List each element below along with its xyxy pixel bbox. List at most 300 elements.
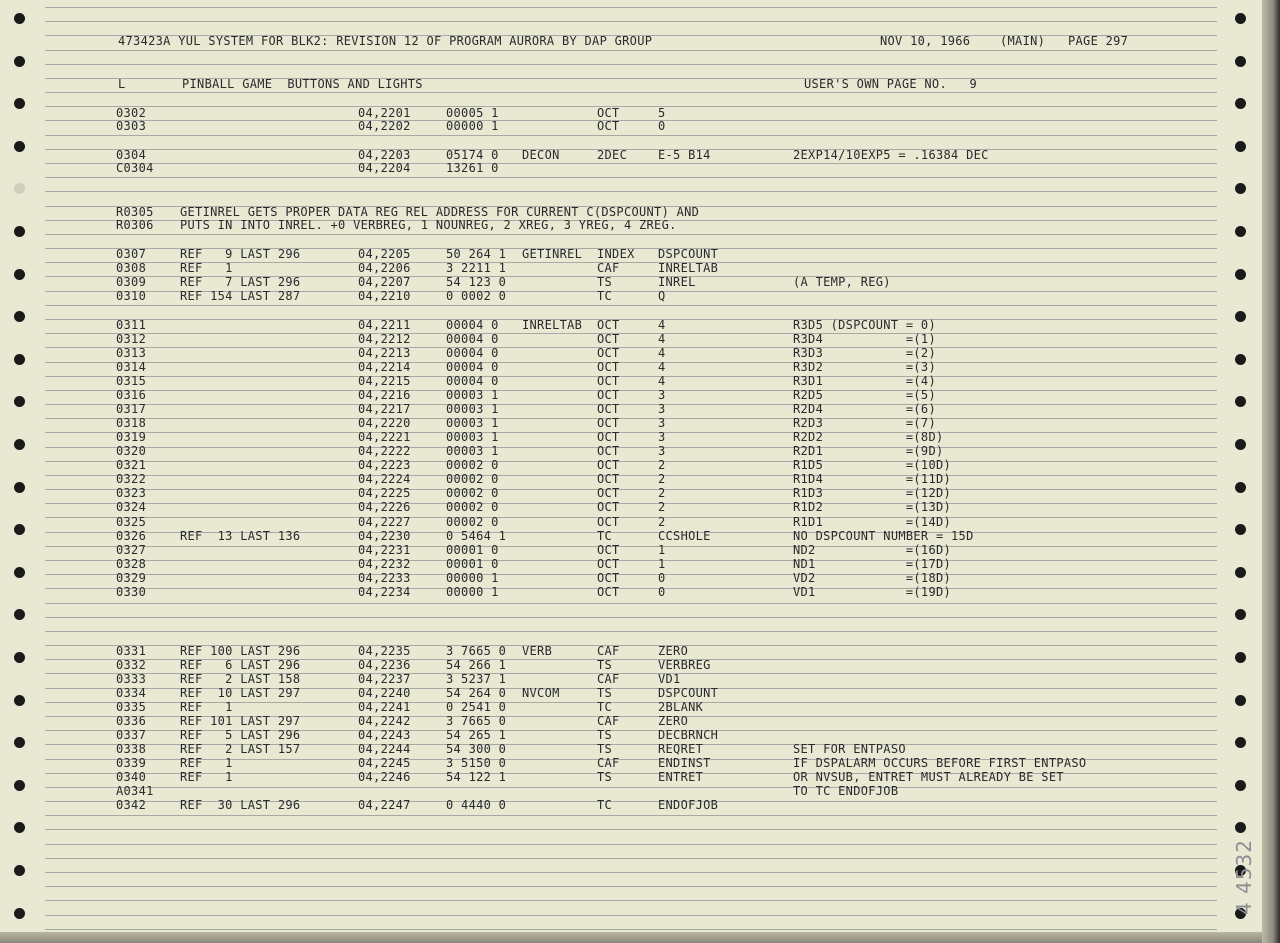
line-number: 0333 [116,672,147,686]
feed-hole [1235,98,1246,109]
feed-hole [1235,609,1246,620]
line-number: 0329 [116,571,147,585]
line-number: 0324 [116,500,147,514]
opcode: OCT [597,388,620,402]
octal-word: 3 5237 1 [446,672,507,686]
octal-word: 00001 0 [446,543,499,557]
line-number: 0303 [116,119,147,133]
address-field: 04,2227 [358,515,411,529]
ruled-line [45,418,1217,419]
feed-hole [14,354,25,365]
line-number: 0310 [116,289,147,303]
address-field: 04,2233 [358,571,411,585]
feed-hole [14,737,25,748]
operand: 0 [658,571,666,585]
opcode: OCT [597,374,620,388]
address-field: 04,2213 [358,346,411,360]
octal-word: 00004 0 [446,332,499,346]
feed-hole [1235,269,1246,280]
reference-field: REF 1 [180,261,233,275]
line-number: 0334 [116,686,147,700]
operand: Q [658,289,666,303]
operand: REQRET [658,742,704,756]
comment: R1D1 =(14D) [793,515,952,529]
feed-hole [14,226,25,237]
ruled-line [45,106,1217,107]
line-number: 0327 [116,543,147,557]
ruled-line [45,7,1217,8]
subheader-letter: L [118,77,126,91]
symbol-label: INRELTAB [522,318,583,332]
address-field: 04,2212 [358,332,411,346]
operand: 3 [658,444,666,458]
operand: DSPCOUNT [658,686,719,700]
ruled-line [45,489,1217,490]
reference-field: REF 9 LAST 296 [180,247,301,261]
octal-word: 00000 1 [446,571,499,585]
ruled-line [45,305,1217,306]
reference-field: REF 1 [180,770,233,784]
ruled-line [45,461,1217,462]
comment: NO DSPCOUNT NUMBER = 15D [793,529,974,543]
ruled-line [45,603,1217,604]
header-mode: (MAIN) [1000,34,1046,48]
octal-word: 0 0002 0 [446,289,507,303]
address-field: 04,2225 [358,486,411,500]
operand: ZERO [658,714,689,728]
feed-hole [1235,396,1246,407]
address-field: 04,2230 [358,529,411,543]
operand: 3 [658,430,666,444]
line-number: 0332 [116,658,147,672]
feed-hole [14,822,25,833]
line-number: 0337 [116,728,147,742]
line-number: A0341 [116,784,154,798]
comment: R1D3 =(12D) [793,486,952,500]
octal-word: 00004 0 [446,346,499,360]
octal-word: 00002 0 [446,486,499,500]
operand: 4 [658,332,666,346]
address-field: 04,2224 [358,472,411,486]
address-field: 04,2202 [358,119,411,133]
opcode: OCT [597,332,620,346]
section-title: PINBALL GAME BUTTONS AND LIGHTS [182,77,423,91]
ruled-line [45,475,1217,476]
opcode: TC [597,529,613,543]
ruled-line [45,588,1217,589]
feed-hole [1235,695,1246,706]
address-field: 04,2207 [358,275,411,289]
feed-hole [14,13,25,24]
operand: 5 [658,106,666,120]
octal-word: 50 264 1 [446,247,507,261]
page-edge-bottom [0,932,1262,943]
address-field: 04,2242 [358,714,411,728]
operand: 4 [658,374,666,388]
operand: INREL [658,275,696,289]
ruled-line [45,546,1217,547]
comment: R2D1 =(9D) [793,444,944,458]
comment: R1D5 =(10D) [793,458,952,472]
comment: R3D3 =(2) [793,346,936,360]
ruled-line [45,432,1217,433]
address-field: 04,2215 [358,374,411,388]
line-number: 0317 [116,402,147,416]
ruled-line [45,915,1217,916]
address-field: 04,2201 [358,106,411,120]
address-field: 04,2236 [358,658,411,672]
operand: ZERO [658,644,689,658]
ruled-line [45,617,1217,618]
ruled-line [45,135,1217,136]
operand: 3 [658,402,666,416]
user-page-number: USER'S OWN PAGE NO. 9 [804,77,978,91]
comment: R2D5 =(5) [793,388,936,402]
address-field: 04,2204 [358,161,411,175]
address-field: 04,2221 [358,430,411,444]
reference-field: REF 2 LAST 158 [180,672,301,686]
comment: 2EXP14/10EXP5 = .16384 DEC [793,148,989,162]
ruled-line [45,177,1217,178]
address-field: 04,2234 [358,585,411,599]
feed-hole [14,439,25,450]
octal-word: 3 2211 1 [446,261,507,275]
comment: VD1 =(19D) [793,585,952,599]
comment: R2D3 =(7) [793,416,936,430]
octal-word: 00003 1 [446,388,499,402]
reference-field: REF 13 LAST 136 [180,529,301,543]
octal-word: 00004 0 [446,374,499,388]
ruled-line [45,447,1217,448]
line-number: 0311 [116,318,147,332]
operand: 0 [658,585,666,599]
address-field: 04,2211 [358,318,411,332]
comment: ND1 =(17D) [793,557,952,571]
feed-hole [1235,567,1246,578]
feed-hole [14,396,25,407]
opcode: OCT [597,571,620,585]
octal-word: 00003 1 [446,402,499,416]
address-field: 04,2245 [358,756,411,770]
ruled-line [45,929,1217,930]
octal-word: 0 2541 0 [446,700,507,714]
opcode: TS [597,658,613,672]
line-number: 0312 [116,332,147,346]
ruled-line [45,886,1217,887]
comment: TO TC ENDOFJOB [793,784,899,798]
address-field: 04,2210 [358,289,411,303]
ruled-line [45,631,1217,632]
ruled-line [45,560,1217,561]
feed-hole [1235,439,1246,450]
octal-word: 54 123 0 [446,275,507,289]
address-field: 04,2244 [358,742,411,756]
ruled-line [45,347,1217,348]
ruled-line [45,517,1217,518]
feed-hole [1235,226,1246,237]
operand: 4 [658,346,666,360]
stamp-number: 4 4532 [1231,839,1256,915]
octal-word: 54 266 1 [446,658,507,672]
ruled-line [45,191,1217,192]
operand: ENDOFJOB [658,798,719,812]
feed-hole [14,524,25,535]
feed-hole [1235,652,1246,663]
octal-word: 00002 0 [446,472,499,486]
page-stamp [1231,835,1256,915]
operand: 1 [658,543,666,557]
feed-hole [14,98,25,109]
address-field: 04,2206 [358,261,411,275]
octal-word: 00002 0 [446,458,499,472]
opcode: TS [597,742,613,756]
operand: 2 [658,472,666,486]
address-field: 04,2220 [358,416,411,430]
opcode: TS [597,686,613,700]
line-number: 0328 [116,557,147,571]
address-field: 04,2203 [358,148,411,162]
comment: IF DSPALARM OCCURS BEFORE FIRST ENTPASO [793,756,1087,770]
line-number: 0316 [116,388,147,402]
operand: 2BLANK [658,700,704,714]
address-field: 04,2241 [358,700,411,714]
operand: 3 [658,388,666,402]
reference-field: REF 30 LAST 296 [180,798,301,812]
octal-word: 05174 0 [446,148,499,162]
feed-hole [1235,737,1246,748]
operand: CCSHOLE [658,529,711,543]
octal-word: 54 122 1 [446,770,507,784]
comment: (A TEMP, REG) [793,275,891,289]
ruled-line [45,858,1217,859]
ruled-line [45,376,1217,377]
feed-hole [1235,482,1246,493]
opcode: OCT [597,472,620,486]
remark-text: GETINREL GETS PROPER DATA REG REL ADDRESS FOR CURRENT C(DSPCOUNT) AND [180,205,700,219]
line-number: 0339 [116,756,147,770]
opcode: OCT [597,585,620,599]
comment: R3D5 (DSPCOUNT = 0) [793,318,936,332]
operand: ENDINST [658,756,711,770]
opcode: OCT [597,402,620,416]
ruled-lines [45,0,1217,932]
comment: SET FOR ENTPASO [793,742,906,756]
opcode: OCT [597,106,620,120]
octal-word: 3 7665 0 [446,644,507,658]
feed-hole [1235,13,1246,24]
reference-field: REF 1 [180,700,233,714]
opcode: OCT [597,444,620,458]
feed-hole [1235,141,1246,152]
ruled-line [45,92,1217,93]
opcode: OCT [597,557,620,571]
opcode: OCT [597,543,620,557]
feed-hole [14,183,25,194]
opcode: CAF [597,672,620,686]
ruled-line [45,787,1217,788]
operand: 2 [658,515,666,529]
comment: VD2 =(18D) [793,571,952,585]
address-field: 04,2235 [358,644,411,658]
ruled-line [45,844,1217,845]
operand: E-5 B14 [658,148,711,162]
ruled-line [45,574,1217,575]
address-field: 04,2217 [358,402,411,416]
operand: VERBREG [658,658,711,672]
feed-hole [14,311,25,322]
reference-field: REF 2 LAST 157 [180,742,301,756]
feed-hole [14,908,25,919]
symbol-label: NVCOM [522,686,560,700]
address-field: 04,2243 [358,728,411,742]
line-number: C0304 [116,161,154,175]
opcode: OCT [597,500,620,514]
line-number: 0323 [116,486,147,500]
feed-hole [14,269,25,280]
ruled-line [45,50,1217,51]
comment: R1D2 =(13D) [793,500,952,514]
ruled-line [45,503,1217,504]
line-number: 0325 [116,515,147,529]
opcode: CAF [597,714,620,728]
address-field: 04,2240 [358,686,411,700]
header-date: NOV 10, 1966 [880,34,971,48]
opcode: TC [597,289,613,303]
feed-hole [1235,354,1246,365]
operand: 3 [658,416,666,430]
header-title: 473423A YUL SYSTEM FOR BLK2: REVISION 12 OF PROGRAM AURORA BY DAP GROUP [118,34,653,48]
comment: R2D2 =(8D) [793,430,944,444]
octal-word: 00004 0 [446,318,499,332]
feed-hole [14,56,25,67]
ruled-line [45,234,1217,235]
line-number: 0336 [116,714,147,728]
reference-field: REF 5 LAST 296 [180,728,301,742]
ruled-line [45,872,1217,873]
operand: 4 [658,318,666,332]
line-number: 0331 [116,644,147,658]
ruled-line [45,900,1217,901]
octal-word: 00002 0 [446,515,499,529]
opcode: OCT [597,416,620,430]
line-number: 0304 [116,148,147,162]
octal-word: 13261 0 [446,161,499,175]
address-field: 04,2237 [358,672,411,686]
ruled-line [45,829,1217,830]
line-number: 0342 [116,798,147,812]
feed-hole [1235,780,1246,791]
opcode: TS [597,770,613,784]
reference-field: REF 6 LAST 296 [180,658,301,672]
reference-field: REF 7 LAST 296 [180,275,301,289]
octal-word: 54 300 0 [446,742,507,756]
symbol-label: VERB [522,644,553,658]
line-number: 0314 [116,360,147,374]
remark-text: PUTS IN INTO INREL. +0 VERBREG, 1 NOUNREG, 2 XREG, 3 YREG, 4 ZREG. [180,218,677,232]
feed-hole [1235,311,1246,322]
reference-field: REF 101 LAST 297 [180,714,301,728]
line-number: 0315 [116,374,147,388]
feed-hole [1235,822,1246,833]
address-field: 04,2205 [358,247,411,261]
octal-word: 3 7665 0 [446,714,507,728]
ruled-line [45,362,1217,363]
opcode: 2DEC [597,148,628,162]
opcode: TC [597,798,613,812]
octal-word: 00003 1 [446,416,499,430]
octal-word: 54 264 0 [446,686,507,700]
feed-hole [14,652,25,663]
octal-word: 00003 1 [446,430,499,444]
operand: 2 [658,500,666,514]
line-number: 0330 [116,585,147,599]
feed-hole [1235,56,1246,67]
reference-field: REF 10 LAST 297 [180,686,301,700]
feed-hole [1235,524,1246,535]
feed-hole [14,865,25,876]
comment: R2D4 =(6) [793,402,936,416]
octal-word: 00004 0 [446,360,499,374]
operand: DSPCOUNT [658,247,719,261]
operand: VD1 [658,672,681,686]
opcode: INDEX [597,247,635,261]
comment: OR NVSUB, ENTRET MUST ALREADY BE SET [793,770,1064,784]
address-field: 04,2246 [358,770,411,784]
operand: 4 [658,360,666,374]
line-number: 0322 [116,472,147,486]
feed-hole [14,141,25,152]
operand: ENTRET [658,770,704,784]
operand: 2 [658,486,666,500]
feed-hole [14,695,25,706]
line-number: 0326 [116,529,147,543]
feed-hole [14,567,25,578]
feed-hole [1235,183,1246,194]
reference-field: REF 100 LAST 296 [180,644,301,658]
symbol-label: GETINREL [522,247,583,261]
line-number: 0318 [116,416,147,430]
octal-word: 0 4440 0 [446,798,507,812]
ruled-line [45,333,1217,334]
comment: ND2 =(16D) [793,543,952,557]
page-edge [1262,0,1280,943]
opcode: OCT [597,119,620,133]
line-number: 0307 [116,247,147,261]
opcode: OCT [597,346,620,360]
reference-field: REF 1 [180,756,233,770]
ruled-line [45,319,1217,320]
octal-word: 00003 1 [446,444,499,458]
octal-word: 00000 1 [446,119,499,133]
symbol-label: DECON [522,148,560,162]
opcode: TC [597,700,613,714]
octal-word: 3 5150 0 [446,756,507,770]
opcode: OCT [597,360,620,374]
opcode: TS [597,275,613,289]
ruled-line [45,21,1217,22]
address-field: 04,2214 [358,360,411,374]
octal-word: 0 5464 1 [446,529,507,543]
reference-field: REF 154 LAST 287 [180,289,301,303]
operand: DECBRNCH [658,728,719,742]
line-number: 0335 [116,700,147,714]
line-number: 0308 [116,261,147,275]
opcode: CAF [597,756,620,770]
comment: R3D4 =(1) [793,332,936,346]
address-field: 04,2223 [358,458,411,472]
header-page: PAGE 297 [1068,34,1129,48]
line-number: R0306 [116,218,154,232]
